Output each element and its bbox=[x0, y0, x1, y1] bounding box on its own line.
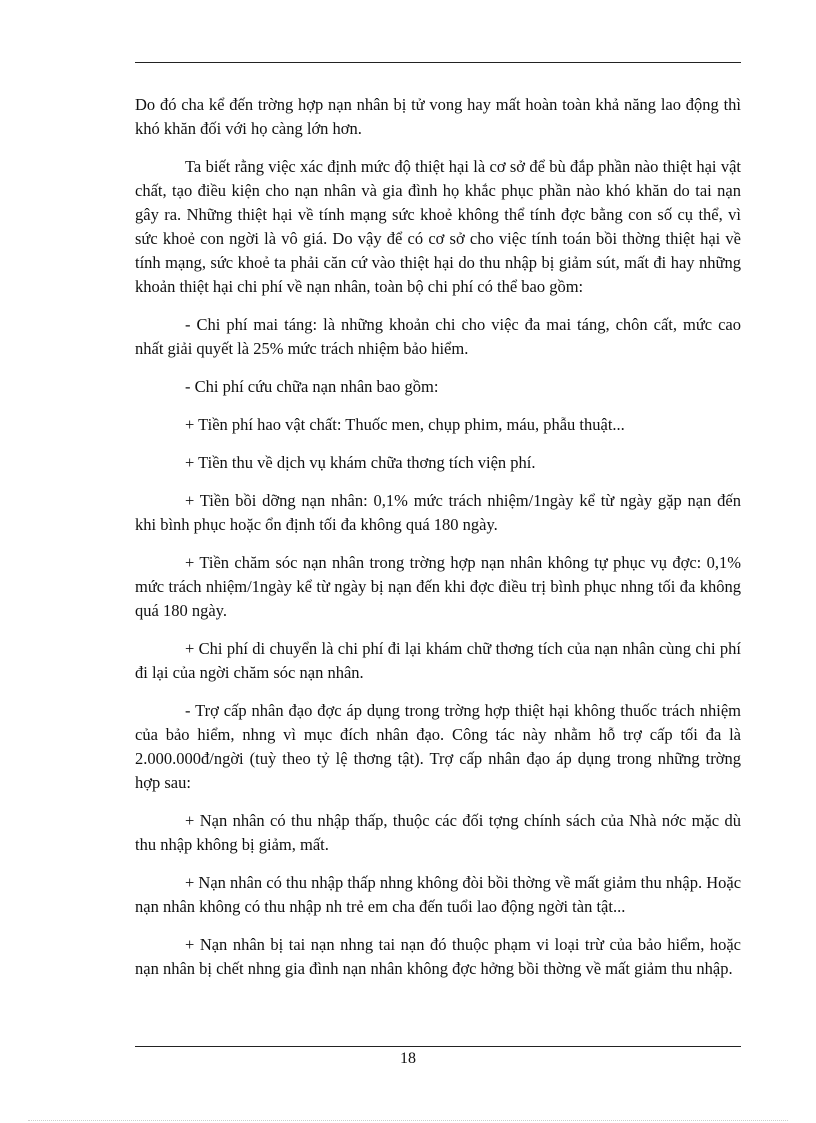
paragraph: + Nạn nhân có thu nhập thấp nhng không đòi bồi thờng về mất giảm thu nhập. Hoặc nạn nhân không có thu nhập nh trẻ em cha đến tuổi lao động ngời tàn tật... bbox=[135, 873, 742, 916]
paragraph: + Tiền thu về dịch vụ khám chữa thơng tích viện phí. bbox=[185, 453, 536, 472]
paragraph: Do đó cha kể đến trờng hợp nạn nhân bị tử vong hay mất hoàn toàn khả năng lao động thì khó khăn đối với họ càng lớn hơn. bbox=[135, 95, 741, 138]
header-rule bbox=[135, 62, 741, 63]
paragraph: + Nạn nhân bị tai nạn nhng tai nạn đó thuộc phạm vi loại trừ của bảo hiểm, hoặc nạn nhân bị chết nhng gia đình nạn nhân không đợc hởng bồi thờng về mất giảm thu nhập. bbox=[135, 935, 741, 978]
paragraph: - Chi phí cứu chữa nạn nhân bao gồm: bbox=[185, 377, 439, 396]
page-edge-dotted-line bbox=[28, 1120, 788, 1121]
paragraph: Ta biết rằng việc xác định mức độ thiệt hại là cơ sở để bù đắp phần nào thiệt hại vật chất, tạo điều kiện cho nạn nhân và gia đình họ khắc phục phần nào khó khăn do tai nạn gây ra. Những thiệt hại về tính mạng sức khoẻ không thể tính đợc bằng con số cụ thể, vì sức khoẻ con ngời là vô giá. Do vậy để có cơ sở cho việc tính toán bồi thờng thiệt hại về tính mạng, sức khoẻ ta phải căn cứ vào thiệt hại do thu nhập bị giảm sút, mất đi hay những khoản thiệt hại chi phí về nạn nhân, toàn bộ chi phí có thể bao gồm: bbox=[135, 157, 741, 296]
paragraph: + Tiền phí hao vật chất: Thuốc men, chụp phim, máu, phẫu thuật... bbox=[185, 415, 625, 434]
paragraph: - Chi phí mai táng: là những khoản chi cho việc đa mai táng, chôn cất, mức cao nhất giải quyết là 25% mức trách nhiệm bảo hiểm. bbox=[135, 315, 741, 358]
paragraph: - Trợ cấp nhân đạo đợc áp dụng trong trờng hợp thiệt hại không thuốc trách nhiệm của bảo hiểm, nhng vì mục đích nhân đạo. Công tác này nhằm hỗ trợ cấp tối đa là 2.000.000đ/ngời (tuỳ theo tỷ lệ thơng tật). Trợ cấp nhân đạo áp dụng trong những trờng hợp sau: bbox=[135, 701, 741, 792]
paragraph: + Chi phí di chuyển là chi phí đi lại khám chữ thơng tích của nạn nhân cùng chi phí đi lại của ngời chăm sóc nạn nhân. bbox=[135, 639, 741, 682]
paragraph: + Tiền bồi dỡng nạn nhân: 0,1% mức trách nhiệm/1ngày kể từ ngày gặp nạn đến khi bình phục hoặc ổn định tối đa không quá 180 ngày. bbox=[135, 491, 741, 534]
paragraph: + Nạn nhân có thu nhập thấp, thuộc các đối tợng chính sách của Nhà nớc mặc dù thu nhập không bị giảm, mất. bbox=[135, 811, 741, 854]
paragraph: + Tiền chăm sóc nạn nhân trong trờng hợp nạn nhân không tự phục vụ đợc: 0,1% mức trách nhiệm/1ngày kể từ ngày bị nạn đến khi đợc điều trị bình phục nhng tối đa không quá 180 ngày. bbox=[135, 553, 741, 620]
page-body bbox=[135, 93, 741, 995]
page-number: 18 bbox=[400, 1050, 416, 1067]
footer-rule bbox=[135, 1046, 741, 1047]
